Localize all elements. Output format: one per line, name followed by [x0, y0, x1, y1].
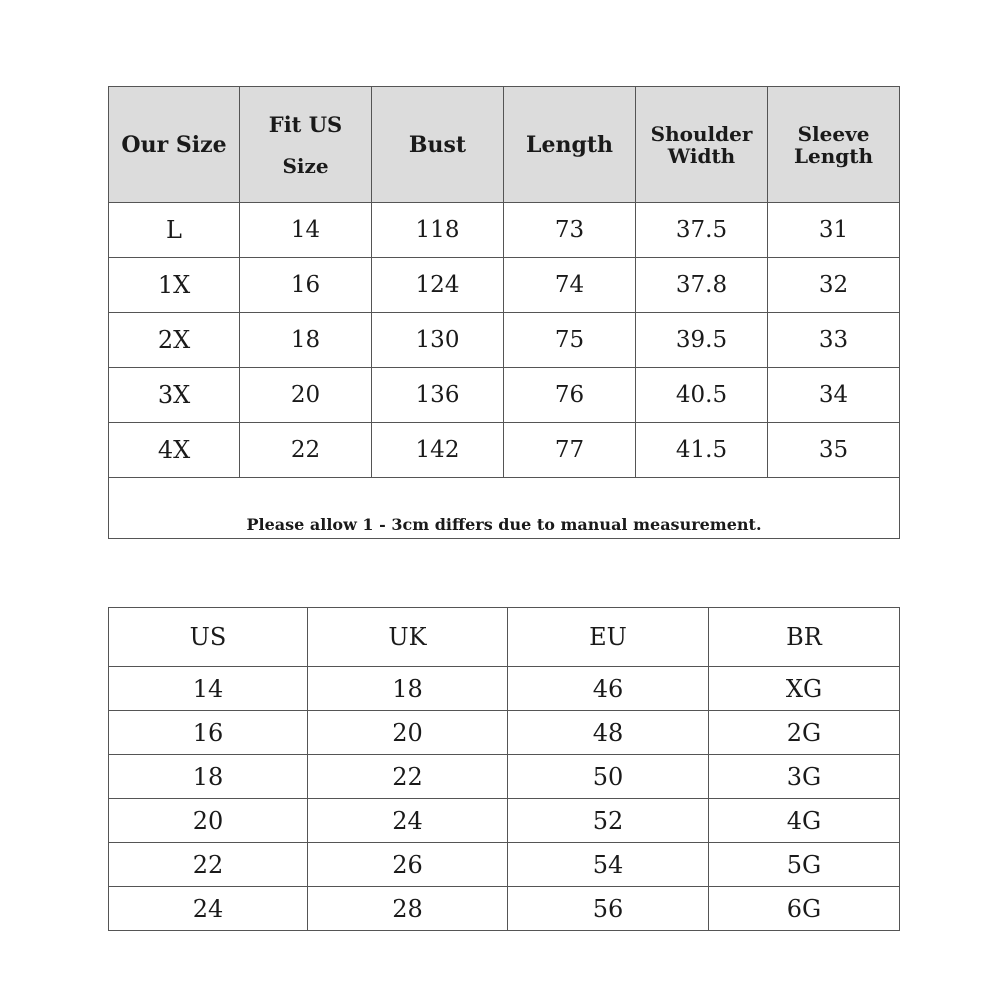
header-shoulder-width: [636, 87, 768, 203]
header-sleeve-line1: Sleeve: [797, 121, 870, 146]
shoulder-cell: 37.8: [636, 258, 768, 313]
uk-cell: 28: [308, 887, 508, 931]
our-size-cell: 3X: [109, 368, 240, 423]
br-cell: 3G: [709, 755, 900, 799]
header-uk: UK: [308, 608, 508, 667]
fit-us-cell: 16: [240, 258, 372, 313]
eu-cell: 56: [508, 887, 709, 931]
fit-us-cell: 18: [240, 313, 372, 368]
br-cell: 2G: [709, 711, 900, 755]
br-cell: 4G: [709, 799, 900, 843]
table-row: [109, 423, 900, 478]
header-sleeve-line2: Length: [793, 143, 874, 168]
header-shoulder-line1: Shoulder: [650, 121, 753, 146]
us-cell: 20: [109, 799, 308, 843]
sleeve-cell: 34: [768, 368, 900, 423]
table-row: [109, 843, 900, 887]
header-shoulder-line2: Width: [667, 143, 736, 168]
us-cell: 24: [109, 887, 308, 931]
header-fit-us-line2: Size: [282, 153, 329, 178]
sleeve-cell: 35: [768, 423, 900, 478]
shoulder-cell: 41.5: [636, 423, 768, 478]
length-cell: 77: [504, 423, 636, 478]
header-sleeve-length: [768, 87, 900, 203]
uk-cell: 24: [308, 799, 508, 843]
length-cell: 76: [504, 368, 636, 423]
note-row: [109, 478, 900, 539]
uk-cell: 22: [308, 755, 508, 799]
length-cell: 73: [504, 203, 636, 258]
uk-cell: 18: [308, 667, 508, 711]
eu-cell: 48: [508, 711, 709, 755]
header-fit-us-line1: Fit US: [268, 111, 343, 137]
us-cell: 16: [109, 711, 308, 755]
our-size-cell: 2X: [109, 313, 240, 368]
table-row: [109, 799, 900, 843]
bust-cell: 130: [372, 313, 504, 368]
br-cell: XG: [709, 667, 900, 711]
size-chart-header-row: [109, 87, 900, 203]
br-cell: 5G: [709, 843, 900, 887]
us-cell: 18: [109, 755, 308, 799]
our-size-cell: L: [109, 203, 240, 258]
sleeve-cell: 31: [768, 203, 900, 258]
table-row: [109, 313, 900, 368]
bust-cell: 136: [372, 368, 504, 423]
sleeve-cell: 32: [768, 258, 900, 313]
header-our-size: Our Size: [109, 87, 240, 203]
table-row: [109, 368, 900, 423]
uk-cell: 26: [308, 843, 508, 887]
eu-cell: 46: [508, 667, 709, 711]
eu-cell: 50: [508, 755, 709, 799]
us-cell: 14: [109, 667, 308, 711]
table-row: [109, 203, 900, 258]
length-cell: 74: [504, 258, 636, 313]
fit-us-cell: 22: [240, 423, 372, 478]
bust-cell: 124: [372, 258, 504, 313]
measurement-note: Please allow 1 - 3cm differs due to manual measurement.: [109, 478, 900, 539]
fit-us-cell: 20: [240, 368, 372, 423]
shoulder-cell: 39.5: [636, 313, 768, 368]
header-bust: Bust: [372, 87, 504, 203]
our-size-cell: 4X: [109, 423, 240, 478]
eu-cell: 54: [508, 843, 709, 887]
table-row: [109, 258, 900, 313]
shoulder-cell: 37.5: [636, 203, 768, 258]
sleeve-cell: 33: [768, 313, 900, 368]
size-chart-table: [108, 86, 900, 539]
shoulder-cell: 40.5: [636, 368, 768, 423]
table-row: [109, 711, 900, 755]
header-length: Length: [504, 87, 636, 203]
table-row: [109, 755, 900, 799]
header-fit-us-size: [240, 87, 372, 203]
length-cell: 75: [504, 313, 636, 368]
bust-cell: 118: [372, 203, 504, 258]
eu-cell: 52: [508, 799, 709, 843]
header-eu: EU: [508, 608, 709, 667]
bust-cell: 142: [372, 423, 504, 478]
size-conversion-table: [108, 607, 900, 931]
conversion-header-row: [109, 608, 900, 667]
table-row: [109, 887, 900, 931]
uk-cell: 20: [308, 711, 508, 755]
fit-us-cell: 14: [240, 203, 372, 258]
br-cell: 6G: [709, 887, 900, 931]
us-cell: 22: [109, 843, 308, 887]
header-us: US: [109, 608, 308, 667]
header-br: BR: [709, 608, 900, 667]
our-size-cell: 1X: [109, 258, 240, 313]
table-row: [109, 667, 900, 711]
